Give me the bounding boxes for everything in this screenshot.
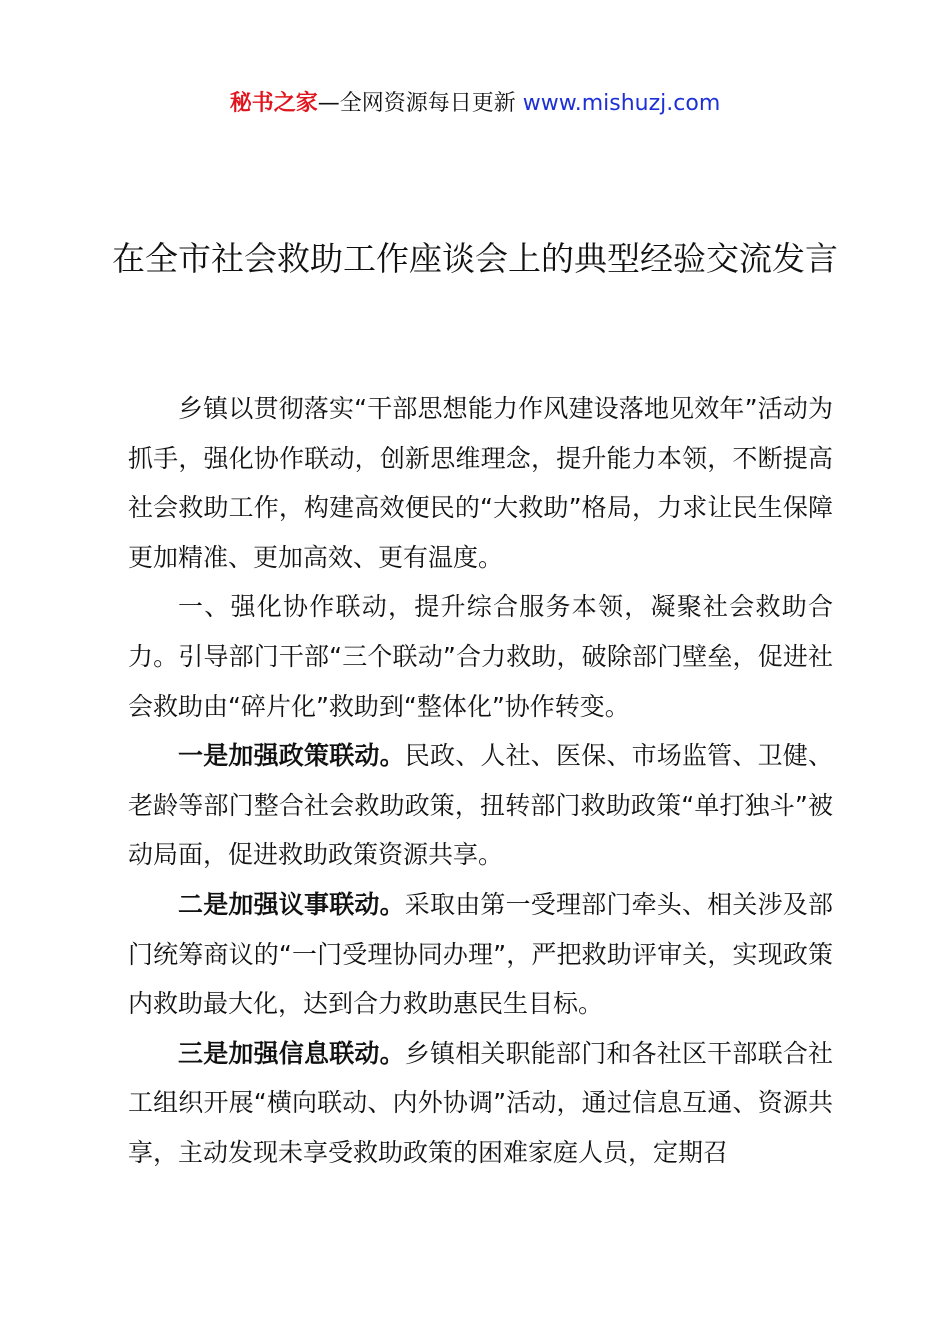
- paragraph-policy-linkage: [128, 731, 833, 880]
- site-url[interactable]: www.mishuzj.com: [522, 91, 721, 116]
- paragraph-lead: 一是加强政策联动。: [178, 741, 405, 771]
- paragraph-text: 乡镇相关职能部门和各社区干部联合社工组织开展“横向联动、内外协调”活动，通过信息互通、资源共享，主动发现未享受救助政策的困难家庭人员，定期召: [128, 1038, 833, 1167]
- paragraph-deliberation-linkage: [128, 880, 833, 1029]
- paragraph-lead: 二是加强议事联动。: [178, 889, 405, 919]
- paragraph-information-linkage: [128, 1029, 833, 1178]
- paragraph-text: 一、强化协作联动，提升综合服务本领，凝聚社会救助合力。引导部门干部“三个联动”合力救助，破除部门壁垒，促进社会救助由“碎片化”救助到“整体化”协作转变。: [128, 592, 833, 721]
- brand-tagline: —全网资源每日更新: [317, 91, 516, 116]
- paragraph-section-one: [128, 582, 833, 731]
- paragraph-text: 采取由第一受理部门牵头、相关涉及部门统筹商议的“一门受理协同办理”，严把救助评审关，实现政策内救助最大化，达到合力救助惠民生目标。: [128, 889, 833, 1019]
- paragraph-text: 民政、人社、医保、市场监管、卫健、老龄等部门整合社会救助政策，扭转部门救助政策“单打独斗”被动局面，促进救助政策资源共享。: [128, 741, 833, 870]
- paragraph-text: 乡镇以贯彻落实“干部思想能力作风建设落地见效年”活动为抓手，强化协作联动，创新思维理念，提升能力本领，不断提高社会救助工作，构建高效便民的“大救助”格局，力求让民生保障更加精准、更加高效、更有温度。: [128, 394, 833, 572]
- paragraph-lead: 三是加强信息联动。: [178, 1038, 405, 1068]
- brand-name: 秘书之家: [229, 91, 318, 116]
- site-banner: [0, 86, 950, 122]
- paragraph-intro: [128, 384, 833, 582]
- document-body: [128, 384, 833, 1178]
- document-title: 在全市社会救助工作座谈会上的典型经验交流发言: [112, 239, 838, 278]
